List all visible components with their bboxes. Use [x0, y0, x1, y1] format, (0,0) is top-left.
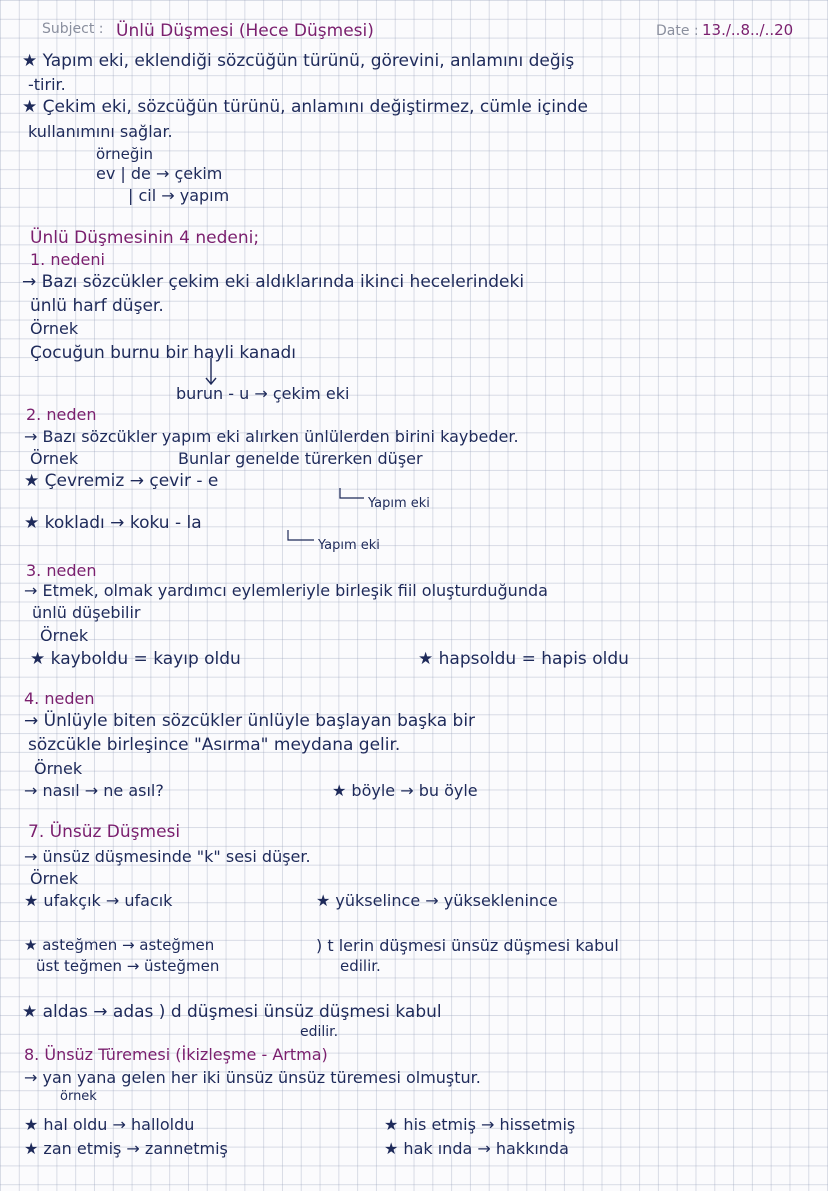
- note-line-l2: -tirir.: [28, 75, 66, 94]
- note-line-l33: → nasıl → ne asıl?: [24, 781, 164, 800]
- note-line-l20: Yapım eki: [368, 496, 430, 511]
- note-line-l12: Örnek: [30, 319, 79, 338]
- note-line-l28: ★ hapsoldu = hapis oldu: [418, 649, 629, 669]
- header-date: 13./..8../..20: [702, 21, 794, 39]
- header-date-label: Date :: [656, 23, 699, 39]
- note-line-l35: 7. Ünsüz Düşmesi: [28, 822, 181, 842]
- arrow-burun: [205, 358, 217, 386]
- note-line-l14: burun - u → çekim eki: [176, 384, 350, 403]
- header-subject: Ünlü Düşmesi (Hece Düşmesi): [116, 21, 374, 41]
- note-line-l39: ★ yükselince → yükseklenince: [316, 891, 558, 910]
- note-line-l49: ★ hal oldu → halloldu: [24, 1115, 195, 1134]
- arrow-yapim-1: [338, 488, 366, 504]
- arrow-yapim-2: [286, 530, 316, 546]
- note-line-l13: Çocuğun burnu bir hayli kanadı: [30, 343, 297, 363]
- note-line-l48: örnek: [60, 1089, 97, 1104]
- note-line-l24: → Etmek, olmak yardımcı eylemleriyle birleşik fiil oluşturduğunda: [24, 581, 548, 600]
- note-line-l25: ünlü düşebilir: [32, 603, 141, 622]
- note-line-l1: ★ Yapım eki, eklendiği sözcüğün türünü, görevini, anlamını değiş: [22, 51, 575, 71]
- note-line-l5: örneğin: [96, 145, 154, 163]
- note-line-l29: 4. neden: [24, 689, 95, 708]
- note-line-l21: ★ kokladı → koku - la: [24, 513, 202, 533]
- note-line-l9: 1. nedeni: [30, 250, 105, 269]
- note-line-l27: ★ kayboldu = kayıp oldu: [30, 649, 241, 669]
- note-line-l15: 2. neden: [26, 405, 97, 424]
- note-line-l36: → ünsüz düşmesinde "k" sesi düşer.: [24, 847, 311, 866]
- note-line-l7: | cil → yapım: [128, 186, 230, 205]
- note-line-l16: → Bazı sözcükler yapım eki alırken ünlülerden birini kaybeder.: [24, 427, 519, 446]
- note-line-l51: ★ zan etmiş → zannetmiş: [24, 1139, 228, 1158]
- note-line-l34: ★ böyle → bu öyle: [332, 781, 478, 800]
- note-line-l44: ★ aldas → adas ) d düşmesi ünsüz düşmesi kabul: [22, 1002, 442, 1022]
- note-line-l4: kullanımını sağlar.: [28, 122, 173, 141]
- note-line-l45: edilir.: [300, 1024, 339, 1040]
- note-line-l47: → yan yana gelen her iki ünsüz ünsüz türemesi olmuştur.: [24, 1068, 481, 1087]
- note-line-l17: Örnek: [30, 449, 79, 468]
- note-line-l11: ünlü harf düşer.: [30, 296, 164, 316]
- note-line-l19: ★ Çevremiz → çevir - e: [24, 471, 219, 491]
- note-line-l23: 3. neden: [26, 561, 97, 580]
- note-line-l10: → Bazı sözcükler çekim eki aldıklarında ikinci hecelerindeki: [22, 272, 525, 292]
- note-line-l32: Örnek: [34, 759, 83, 778]
- note-line-l30: → Ünlüyle biten sözcükler ünlüyle başlayan başka bir: [24, 711, 476, 731]
- note-line-l8: Ünlü Düşmesinin 4 nedeni;: [30, 228, 260, 248]
- header-subject-label: Subject :: [42, 21, 104, 37]
- note-line-l26: Örnek: [40, 626, 89, 645]
- note-line-l41: üst teğmen → üsteğmen: [36, 957, 220, 975]
- note-line-l22: Yapım eki: [318, 538, 380, 553]
- note-line-l31: sözcükle birleşince "Asırma" meydana gelir.: [28, 735, 401, 755]
- note-line-l40: ★ asteğmen → asteğmen: [24, 936, 215, 954]
- note-line-l43: edilir.: [340, 957, 381, 975]
- note-line-l6: ev | de → çekim: [96, 164, 223, 183]
- note-line-l3: ★ Çekim eki, sözcüğün türünü, anlamını değiştirmez, cümle içinde: [22, 97, 588, 117]
- note-line-l46: 8. Ünsüz Türemesi (İkizleşme - Artma): [24, 1045, 328, 1064]
- note-line-l38: ★ ufakçık → ufacık: [24, 891, 173, 910]
- note-line-l37: Örnek: [30, 869, 79, 888]
- note-line-l18: Bunlar genelde türerken düşer: [178, 449, 423, 468]
- note-line-l42: ) t lerin düşmesi ünsüz düşmesi kabul: [316, 936, 619, 955]
- note-line-l50: ★ his etmiş → hissetmiş: [384, 1115, 576, 1134]
- note-line-l52: ★ hak ında → hakkında: [384, 1139, 569, 1158]
